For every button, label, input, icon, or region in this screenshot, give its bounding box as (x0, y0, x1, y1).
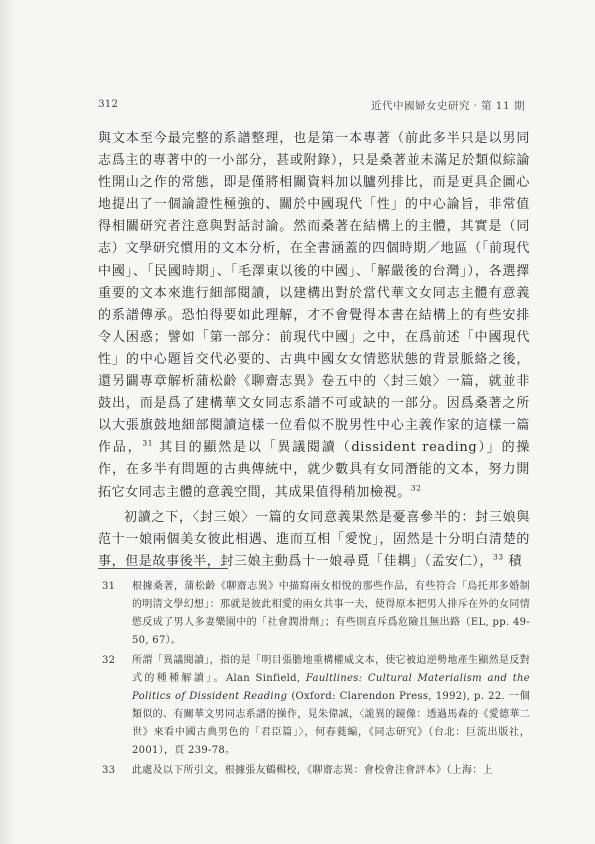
footnote-number: 31 (102, 581, 116, 592)
footnote-text: 根據桑著，蒲松齡《聊齋志異》中描寫兩女相悅的那些作品，有些符合「烏托邦多婚制的明清文學幻想」：那就是彼此相愛的兩女共事一夫，使得原本把男人排斥在外的女同情慾反成了男人多妻樂園中的「社會潤滑劑」；有些則直斥爲危險且無出路（EL, pp. 49-50, 67）。 (132, 581, 530, 646)
page-header (98, 98, 525, 114)
page-edge-shadow (0, 0, 14, 844)
paragraph-2-text-b: 積 (503, 553, 523, 569)
footnote-ref-32[interactable]: 32 (410, 483, 422, 493)
footnote-33 (98, 762, 530, 780)
footnote-number: 33 (102, 765, 116, 776)
paragraph-2 (98, 507, 530, 573)
footnote-text (132, 652, 530, 760)
paragraph-1 (98, 128, 530, 504)
footnote-text: 此處及以下所引文，根據張友鶴輯校，《聊齋志異：會校會注會評本》（上海：上 (132, 765, 493, 776)
footnote-text-part: (Oxford: Clarendon Press, 1992), p. 22. 一個類似的、有關華文男同志系譜的操作，見朱偉誠，〈詭異的鏡像：透過馬森的《愛德華二世》來看中國古典男色的「君臣篇」〉，何春蕤編，《同志研究》（台北：巨流出版社，2001），頁 239-78。 (132, 691, 530, 756)
footnote-number: 32 (102, 655, 116, 666)
footnote-separator (98, 568, 228, 569)
footnote-31 (98, 578, 530, 650)
paragraph-1-text-b: 其目的顯然是以「異議閱讀（dissident reading）」的操作，在多半有問題的古典傳統中，就少數具有女同潛能的文本，努力開拓它女同志主體的意義空間，其成果值得稍加檢視。 (98, 440, 530, 500)
paragraph-2-text-a: 初讀之下，〈封三娘〉一篇的女同意義果然是憂喜參半的：封三娘與范十一娘兩個美女彼此相遇、進而互相「愛悅」，固然是十分明白清楚的事，但是故事後半，封三娘主動爲十一娘尋覓「佳耦」（孟安仁）， (98, 509, 530, 569)
footnote-text-part: 所謂「異議閱讀」，指的是「明目張膽地重構權威文本，使它被迫逆勢地產生顯然是反對式的種種解讀」。Alan Sinfield, (132, 655, 530, 684)
book-title: Faultlines: Cultural Materialism and the Politics of Dissident Reading (132, 673, 530, 702)
footnote-32 (98, 652, 530, 760)
footnotes (98, 578, 530, 782)
page-number: 312 (98, 98, 119, 110)
footnote-ref-33[interactable]: 33 (493, 552, 504, 562)
footnote-ref-31[interactable]: 31 (142, 438, 154, 448)
paragraph-1-text-a: 與文本至今最完整的系譜整理，也是第一本專著（前此多半只是以男同志爲主的專著中的一小部分，甚或附錄），只是桑著並未滿足於類似綜論性開山之作的常態，即是僅將相關資料加以臚列排比，而是更具企圖心地提出了一個論證性極強的、關於中國現代「性」的中心論旨，非常值得相關研究者注意與對話討論。然而桑著在結構上的主體，其實是（同志）文學研究慣用的文本分析，在全書涵蓋的四個時期／地區（「前現代中國」、「民國時期」、「毛澤東以後的中國」、「解嚴後的台灣」），各選擇重要的文本來進行細部閱讀，以建構出對於當代華文女同志主體有意義的系譜傳承。恐怕得要如此理解，才不會覺得本書在結構上的有些安排令人困惑；譬如「第一部分：前現代中國」之中，在爲前述「中國現代性」的中心題旨交代必要的、古典中國女女情慾狀態的背景脈絡之後，還另闢專章解析蒲松齡《聊齋志異》卷五中的〈封三娘〉一篇，就並非鼓出，而是爲了建構華文女同志系譜不可或缺的一部分。因爲桑著之所以大張旗鼓地細部閱讀這樣一位看似不脫男性中心主義作家的這樣一篇作品， (98, 131, 530, 456)
main-text (98, 128, 530, 573)
running-head: 近代中國婦女史研究‧第 11 期 (370, 100, 525, 112)
